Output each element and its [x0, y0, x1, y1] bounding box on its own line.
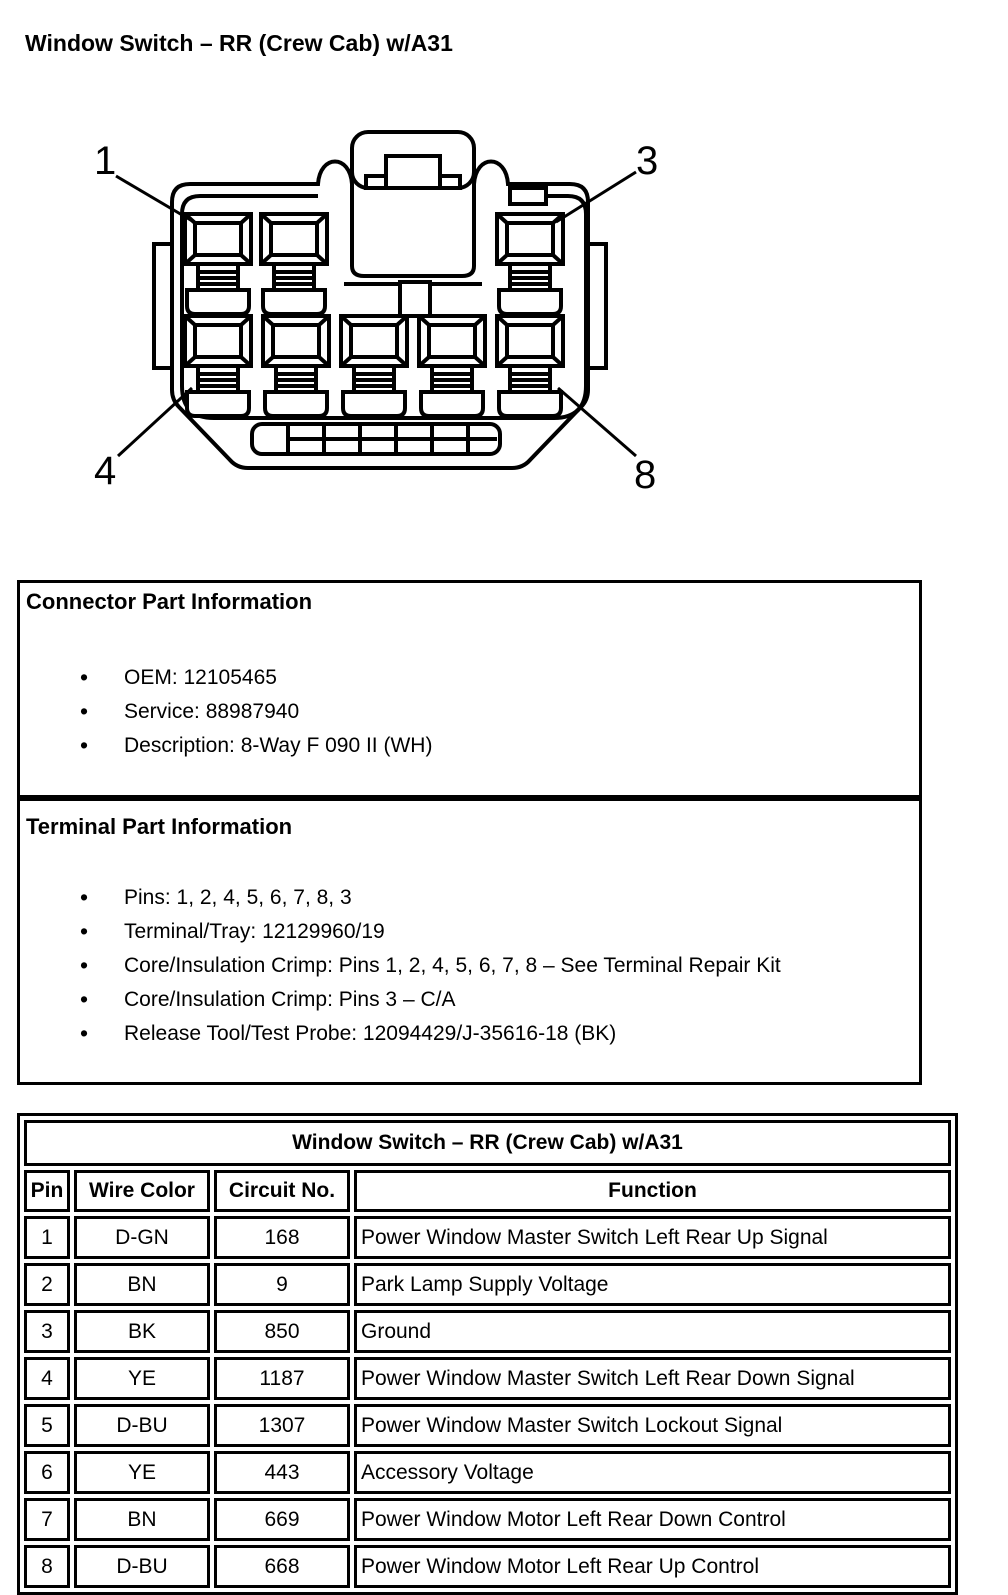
- function-cell: Power Window Motor Left Rear Down Control: [354, 1498, 951, 1541]
- table-row: [24, 1263, 951, 1306]
- pin-cell: 8: [24, 1545, 70, 1588]
- terminal-7: [419, 316, 485, 416]
- table-row: [24, 1310, 951, 1353]
- list-item: • Core/Insulation Crimp: Pins 3 – C/A: [80, 986, 456, 1012]
- pin3-detail: [510, 188, 546, 204]
- left-wing: [154, 244, 172, 368]
- table-row: [24, 1545, 951, 1588]
- circuit-cell: 443: [214, 1451, 350, 1494]
- keying-square: [400, 282, 430, 316]
- circuit-cell: 850: [214, 1310, 350, 1353]
- leader-line-4: [118, 388, 192, 456]
- connector-part-info-box: [17, 580, 922, 798]
- list-item: • Release Tool/Test Probe: 12094429/J-35616-18 (BK): [80, 1020, 617, 1046]
- table-title: Window Switch – RR (Crew Cab) w/A31: [24, 1120, 951, 1166]
- column-header-pin: Pin: [24, 1170, 70, 1212]
- pin-label-4: 4: [94, 449, 117, 493]
- list-item: • OEM: 12105465: [80, 664, 277, 690]
- pin-cell: 3: [24, 1310, 70, 1353]
- terminal-part-info-list: [20, 884, 919, 1046]
- wire-cell: BN: [74, 1498, 210, 1541]
- pin-cell: 2: [24, 1263, 70, 1306]
- terminal-4: [185, 316, 251, 416]
- pin-label-8: 8: [634, 453, 657, 497]
- circuit-cell: 669: [214, 1498, 350, 1541]
- circuit-cell: 1307: [214, 1404, 350, 1447]
- terminal-1: [185, 214, 251, 314]
- wire-cell: YE: [74, 1451, 210, 1494]
- terminal-part-info-box: [17, 798, 922, 1085]
- table-row: [24, 1451, 951, 1494]
- circuit-cell: 1187: [214, 1357, 350, 1400]
- table-row: [24, 1216, 951, 1259]
- column-header-circuit: Circuit No.: [214, 1170, 350, 1212]
- column-header-wire: Wire Color: [74, 1170, 210, 1212]
- latch-button: [386, 156, 440, 188]
- terminal-part-info-title: Terminal Part Information: [26, 814, 293, 839]
- circuit-cell: 9: [214, 1263, 350, 1306]
- pin-cell: 6: [24, 1451, 70, 1494]
- pin-cell: 5: [24, 1404, 70, 1447]
- circuit-cell: 168: [214, 1216, 350, 1259]
- bullet-icon: •: [80, 1020, 89, 1046]
- bottom-grid-band: [252, 424, 500, 454]
- table-header-row: [24, 1170, 951, 1212]
- connector-drawing-icon: [80, 126, 680, 497]
- pin-cell: 4: [24, 1357, 70, 1400]
- terminal-8: [497, 316, 563, 416]
- pin-cell: 7: [24, 1498, 70, 1541]
- bullet-icon: •: [80, 952, 89, 978]
- wire-cell: YE: [74, 1357, 210, 1400]
- table-row: [24, 1357, 951, 1400]
- connector-part-info-list: [20, 664, 919, 758]
- list-item: • Terminal/Tray: 12129960/19: [80, 918, 385, 944]
- function-cell: Power Window Master Switch Lockout Signal: [354, 1404, 951, 1447]
- list-item: • Pins: 1, 2, 4, 5, 6, 7, 8, 3: [80, 884, 352, 910]
- bullet-icon: •: [80, 698, 89, 724]
- list-item: • Service: 88987940: [80, 698, 300, 724]
- leader-line-8: [558, 388, 636, 456]
- page-title: Window Switch – RR (Crew Cab) w/A31: [25, 30, 453, 56]
- pin-label-3: 3: [636, 139, 659, 183]
- terminal-6: [341, 316, 407, 416]
- bullet-icon: •: [80, 732, 89, 758]
- pin-label-1: 1: [94, 139, 117, 183]
- function-cell: Power Window Master Switch Left Rear Down Signal: [354, 1357, 951, 1400]
- wire-cell: BN: [74, 1263, 210, 1306]
- connector-part-info-title: Connector Part Information: [26, 589, 313, 614]
- function-cell: Power Window Motor Left Rear Up Control: [354, 1545, 951, 1588]
- terminal-5: [263, 316, 329, 416]
- bullet-icon: •: [80, 918, 89, 944]
- wire-cell: D-GN: [74, 1216, 210, 1259]
- circuit-cell: 668: [214, 1545, 350, 1588]
- function-cell: Power Window Master Switch Left Rear Up Signal: [354, 1216, 951, 1259]
- right-wing: [588, 244, 606, 368]
- pin-cell: 1: [24, 1216, 70, 1259]
- function-cell: Accessory Voltage: [354, 1451, 951, 1494]
- pinout-table: [17, 1113, 958, 1595]
- function-cell: Ground: [354, 1310, 951, 1353]
- wire-cell: D-BU: [74, 1545, 210, 1588]
- table-row: [24, 1498, 951, 1541]
- bullet-icon: •: [80, 664, 89, 690]
- connector-diagram: [80, 126, 680, 497]
- wire-cell: BK: [74, 1310, 210, 1353]
- table-title-row: [24, 1120, 951, 1166]
- terminal-2: [261, 214, 327, 314]
- list-item: • Core/Insulation Crimp: Pins 1, 2, 4, 5, 6, 7, 8 – See Terminal Repair Kit: [80, 952, 781, 978]
- bullet-icon: •: [80, 884, 89, 910]
- wire-cell: D-BU: [74, 1404, 210, 1447]
- terminal-3: [497, 214, 563, 314]
- column-header-function: Function: [354, 1170, 951, 1212]
- function-cell: Park Lamp Supply Voltage: [354, 1263, 951, 1306]
- table-row: [24, 1404, 951, 1447]
- bullet-icon: •: [80, 986, 89, 1012]
- list-item: • Description: 8-Way F 090 II (WH): [80, 732, 433, 758]
